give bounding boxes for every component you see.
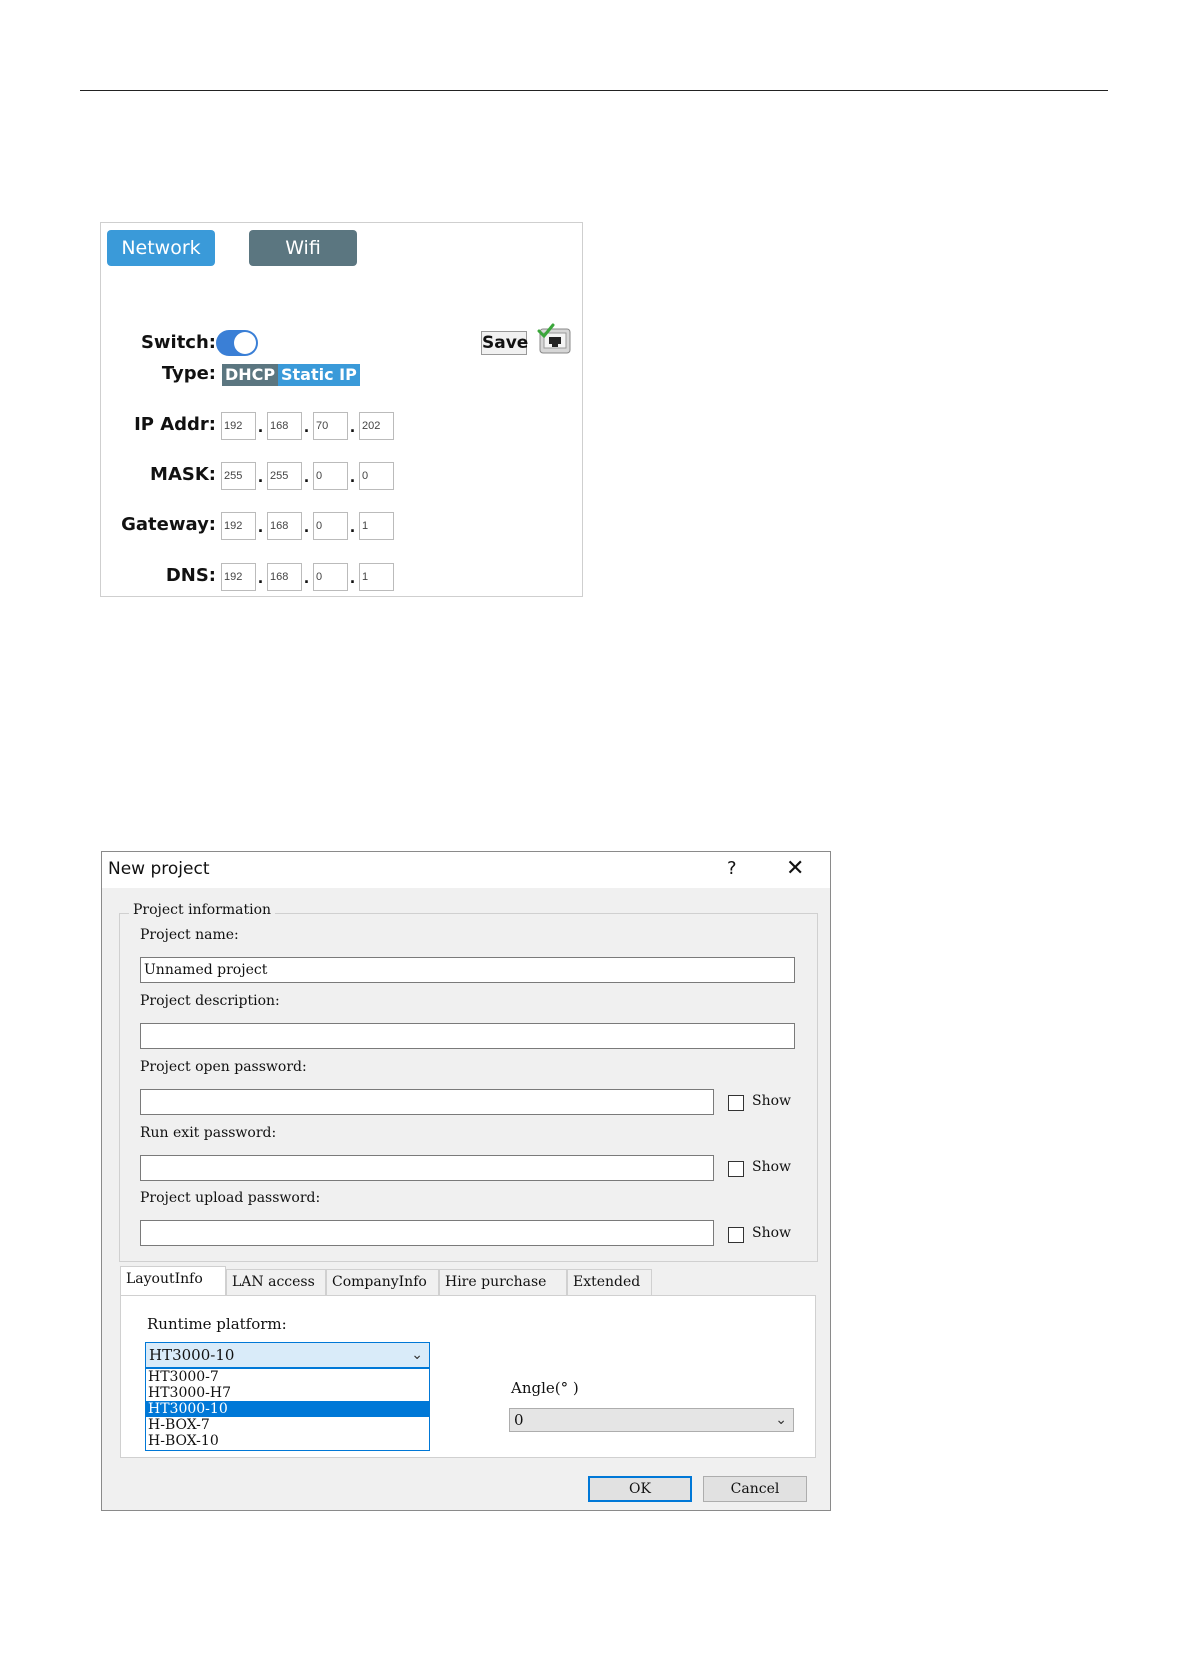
show-label: Show xyxy=(752,1225,792,1241)
dropdown-option[interactable]: H-BOX-10 xyxy=(148,1433,219,1449)
show-label: Show xyxy=(752,1159,792,1175)
type-static-ip-option[interactable]: Static IP xyxy=(278,364,360,386)
switch-label: Switch: xyxy=(140,332,216,353)
octet-separator: . xyxy=(304,567,310,587)
tab-layoutinfo[interactable]: LayoutInfo xyxy=(120,1266,226,1295)
upload-password-input[interactable] xyxy=(140,1220,714,1246)
project-description-label: Project description: xyxy=(140,993,280,1009)
angle-label: Angle(° ) xyxy=(511,1379,579,1397)
chevron-down-icon[interactable]: ⌄ xyxy=(775,1412,787,1428)
switch-knob xyxy=(234,332,256,354)
tab-extended[interactable]: Extended xyxy=(567,1269,652,1295)
dns-label: DNS: xyxy=(165,565,216,586)
show-run-exit-password-checkbox[interactable] xyxy=(728,1161,744,1177)
tab-wifi[interactable]: Wifi xyxy=(249,230,357,266)
help-icon[interactable]: ? xyxy=(727,858,737,879)
tab-lan-access[interactable]: LAN access xyxy=(226,1269,326,1295)
octet-separator: . xyxy=(258,416,264,436)
close-icon[interactable]: ✕ xyxy=(786,856,805,881)
show-open-password-checkbox[interactable] xyxy=(728,1095,744,1111)
gateway-label: Gateway: xyxy=(121,514,216,535)
page-header-rule xyxy=(80,90,1108,91)
run-exit-password-input[interactable] xyxy=(140,1155,714,1181)
dropdown-option[interactable]: HT3000-H7 xyxy=(148,1385,232,1401)
apply-network-icon[interactable] xyxy=(537,323,573,357)
octet-separator: . xyxy=(304,516,310,536)
mask-octet-3[interactable]: 0 xyxy=(313,462,348,490)
gateway-octet-3[interactable]: 0 xyxy=(313,512,348,540)
project-description-input[interactable] xyxy=(140,1023,795,1049)
type-dhcp-option[interactable]: DHCP xyxy=(222,364,278,386)
gateway-octet-1[interactable]: 192 xyxy=(221,512,256,540)
ip-octet-1[interactable]: 192 xyxy=(221,412,256,440)
open-password-input[interactable] xyxy=(140,1089,714,1115)
tab-network[interactable]: Network xyxy=(107,230,215,266)
runtime-platform-dropdown xyxy=(145,1368,430,1451)
save-button[interactable]: Save xyxy=(482,333,529,353)
mask-octet-2[interactable]: 255 xyxy=(267,462,302,490)
octet-separator: . xyxy=(258,567,264,587)
runtime-platform-select[interactable] xyxy=(145,1342,430,1368)
octet-separator: . xyxy=(350,567,356,587)
upload-password-label: Project upload password: xyxy=(140,1190,321,1206)
layoutinfo-tab-page xyxy=(120,1295,816,1458)
project-name-label: Project name: xyxy=(140,927,239,943)
dns-octet-3[interactable]: 0 xyxy=(313,563,348,591)
octet-separator: . xyxy=(350,416,356,436)
dropdown-option[interactable]: HT3000-7 xyxy=(148,1369,219,1385)
octet-separator: . xyxy=(350,466,356,486)
runtime-platform-label: Runtime platform: xyxy=(147,1315,287,1333)
tab-companyinfo[interactable]: CompanyInfo xyxy=(326,1269,439,1295)
dropdown-option[interactable]: H-BOX-7 xyxy=(148,1417,210,1433)
show-upload-password-checkbox[interactable] xyxy=(728,1227,744,1243)
ip-octet-4[interactable]: 202 xyxy=(359,412,394,440)
dns-octet-1[interactable]: 192 xyxy=(221,563,256,591)
gateway-octet-4[interactable]: 1 xyxy=(359,512,394,540)
ok-button[interactable]: OK xyxy=(588,1476,692,1502)
run-exit-password-label: Run exit password: xyxy=(140,1125,277,1141)
angle-select[interactable] xyxy=(509,1408,794,1432)
new-project-dialog xyxy=(101,851,831,1511)
octet-separator: . xyxy=(350,516,356,536)
mask-octet-1[interactable]: 255 xyxy=(221,462,256,490)
octet-separator: . xyxy=(304,416,310,436)
runtime-platform-value: HT3000-10 xyxy=(149,1346,235,1364)
cancel-button[interactable]: Cancel xyxy=(703,1476,807,1502)
tab-hire-purchase[interactable]: Hire purchase xyxy=(439,1269,567,1295)
angle-value: 0 xyxy=(514,1411,524,1429)
type-label: Type: xyxy=(161,363,216,384)
octet-separator: . xyxy=(258,516,264,536)
octet-separator: . xyxy=(258,466,264,486)
project-name-input[interactable]: Unnamed project xyxy=(140,957,795,983)
dialog-title: New project xyxy=(108,859,210,879)
dns-octet-2[interactable]: 168 xyxy=(267,563,302,591)
show-label: Show xyxy=(752,1093,792,1109)
group-title: Project information xyxy=(129,902,275,918)
mask-octet-4[interactable]: 0 xyxy=(359,462,394,490)
ip-octet-3[interactable]: 70 xyxy=(313,412,348,440)
ip-octet-2[interactable]: 168 xyxy=(267,412,302,440)
dns-octet-4[interactable]: 1 xyxy=(359,563,394,591)
network-settings-panel xyxy=(100,222,583,597)
octet-separator: . xyxy=(304,466,310,486)
dropdown-option-selected[interactable]: HT3000-10 xyxy=(146,1401,429,1417)
mask-label: MASK: xyxy=(150,464,216,485)
open-password-label: Project open password: xyxy=(140,1059,307,1075)
network-switch-toggle[interactable] xyxy=(216,330,258,356)
chevron-down-icon[interactable]: ⌄ xyxy=(411,1347,423,1363)
dialog-titlebar xyxy=(102,852,830,888)
ip-address-label: IP Addr: xyxy=(134,414,216,435)
gateway-octet-2[interactable]: 168 xyxy=(267,512,302,540)
